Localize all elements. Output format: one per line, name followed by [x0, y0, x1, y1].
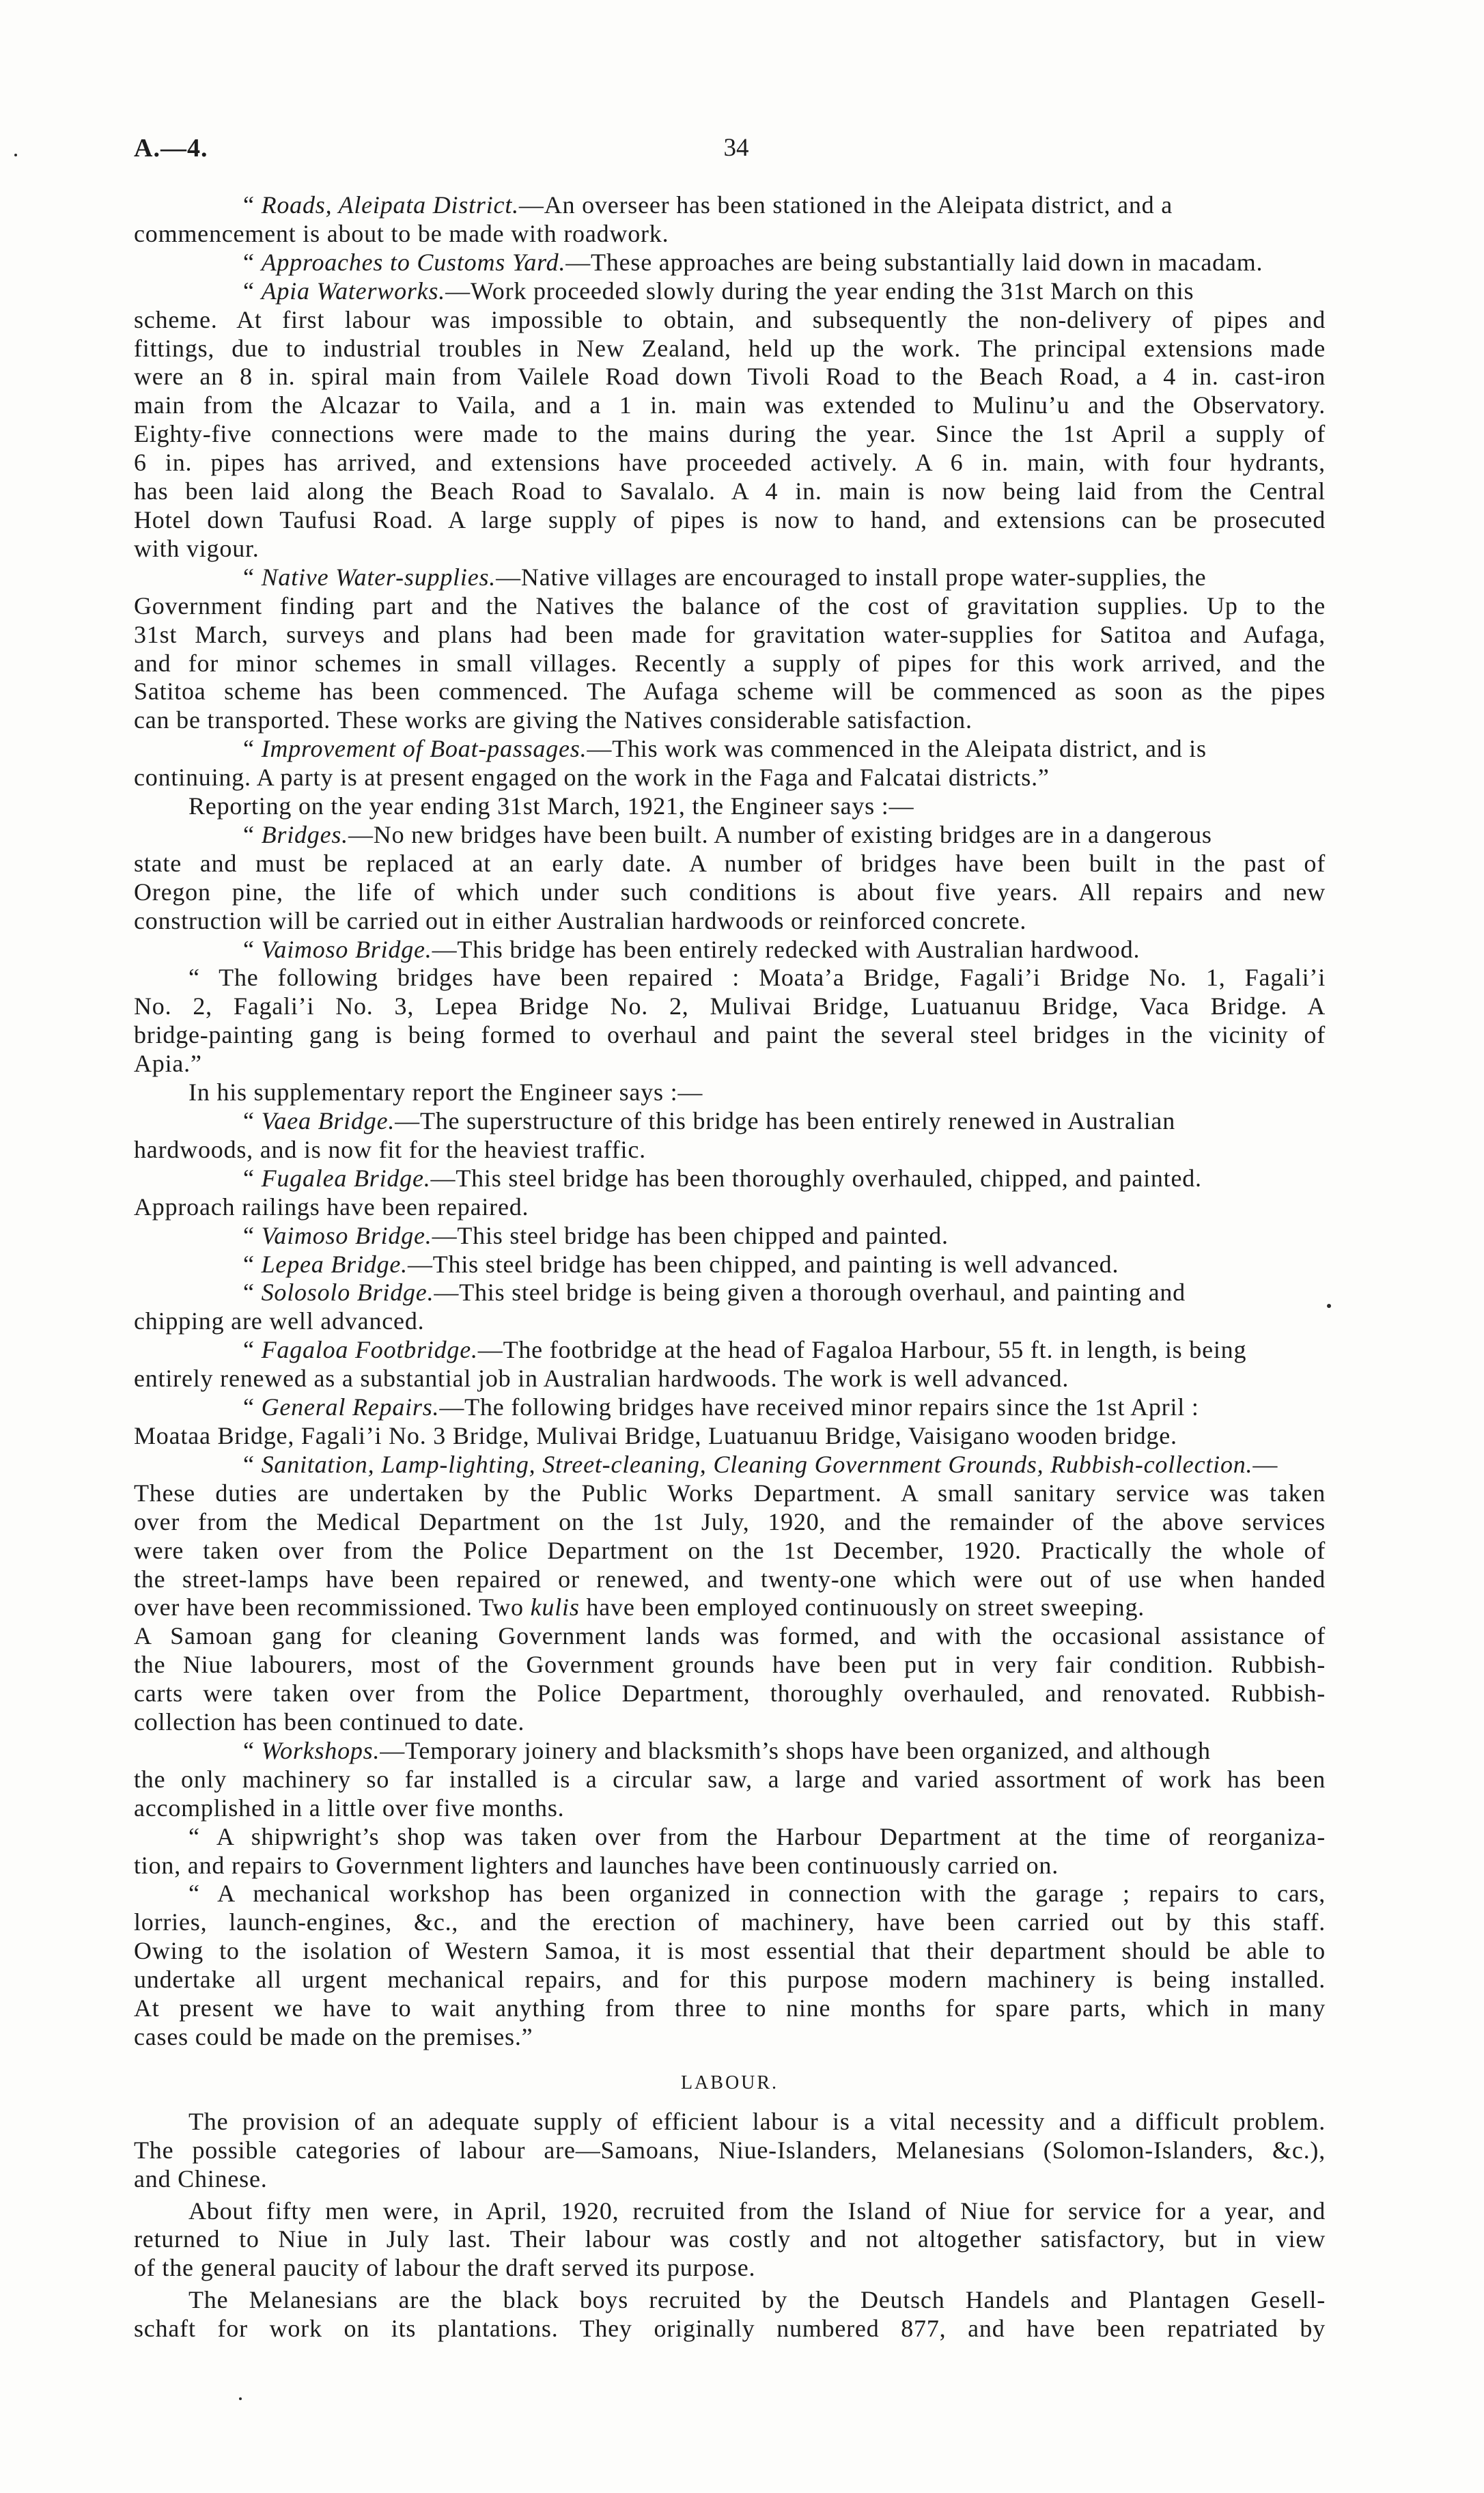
- line-content: [134, 592, 1326, 619]
- text-line: [134, 249, 1326, 277]
- text-line: [134, 306, 1326, 335]
- line-content: [188, 1107, 1175, 1136]
- text-run: 31st March, surveys and plans had been made for gravitation water-supplies for Satitoa and Aufaga,: [134, 620, 1326, 648]
- text-line: [134, 1307, 1326, 1336]
- text-run: A Samoan gang for cleaning Government lands was formed, and with the occasional assistance of: [134, 1622, 1326, 1650]
- text-run: of the general paucity of labour the draft served its purpose.: [134, 2254, 756, 2282]
- text-run: construction will be carried out in either Australian hardwoods or reinforced concrete.: [134, 906, 1027, 934]
- line-content: [188, 1165, 1202, 1193]
- text-line: [134, 821, 1326, 850]
- text-run: Hotel down Taufusi Road. A large supply of pipes is now to hand, and extensions can be prosecuted: [134, 505, 1326, 533]
- text-run: “ A shipwright’s shop was taken over from the Harbour Department at the time of reorganiza-: [188, 1822, 1326, 1850]
- text-line: [134, 1021, 1326, 1050]
- text-run: “: [243, 1164, 262, 1192]
- line-content: [188, 1737, 1211, 1766]
- line-content: [134, 506, 1326, 533]
- line-content: [134, 621, 1326, 648]
- text-run: fittings, due to industrial troubles in New Zealand, held up the work. The principal extensions made: [134, 334, 1326, 362]
- line-content: [134, 306, 1326, 333]
- paragraph: [134, 1451, 1326, 1737]
- text-run: chipping are well advanced.: [134, 1307, 425, 1335]
- line-content: [134, 1508, 1326, 1535]
- line-content: [134, 1136, 646, 1163]
- paragraph: [134, 2286, 1326, 2343]
- text-line: [134, 2315, 1326, 2343]
- text-line: [134, 764, 1326, 792]
- text-line: [134, 1622, 1326, 1651]
- text-line: [134, 1766, 1326, 1794]
- document-reference: A.—4.: [134, 134, 208, 163]
- italic-text-run: Approaches to Customs Yard.: [261, 248, 566, 276]
- text-line: [134, 1251, 1326, 1279]
- line-content: [134, 2254, 755, 2281]
- line-content: [134, 764, 1050, 791]
- text-run: —The superstructure of this bridge has been entirely renewed in Australian: [395, 1107, 1176, 1134]
- scan-speck: [239, 2397, 242, 2400]
- text-line: [134, 220, 1326, 249]
- text-run: “: [243, 935, 262, 963]
- text-run: the only machinery so far installed is a circular saw, a large and varied assortment of work has been: [134, 1765, 1326, 1793]
- text-line: [134, 1365, 1326, 1393]
- text-run: —The following bridges have received minor repairs since the 1st April :: [439, 1393, 1199, 1421]
- italic-text-run: Bridges.: [261, 820, 348, 848]
- scan-speck: [14, 154, 17, 156]
- italic-text-run: Improvement of Boat-passages.: [261, 735, 587, 763]
- text-run: schaft for work on its plantations. They originally numbered 877, and have been repatriated by: [134, 2315, 1326, 2343]
- text-line: [134, 1880, 1326, 1908]
- text-run: “: [243, 1393, 262, 1421]
- line-content: [188, 792, 914, 820]
- text-run: “: [243, 248, 262, 276]
- line-content: [188, 2286, 1326, 2313]
- paragraph: [134, 1393, 1326, 1451]
- line-content: [134, 477, 1326, 505]
- text-run: In his supplementary report the Engineer says :—: [188, 1078, 703, 1106]
- line-content: [188, 2197, 1326, 2225]
- line-content: [134, 2225, 1326, 2253]
- text-run: Satitoa scheme has been commenced. The Aufaga scheme will be commenced as soon as the pipes: [134, 678, 1326, 706]
- text-run: “: [243, 1736, 262, 1764]
- text-line: [134, 535, 1326, 563]
- paragraph: [134, 1165, 1326, 1222]
- text-line: [134, 1078, 1326, 1107]
- italic-text-run: Vaea Bridge.: [261, 1107, 395, 1134]
- line-content: [134, 650, 1326, 677]
- line-content: [134, 1794, 564, 1822]
- paragraph: [134, 964, 1326, 1078]
- text-run: The possible categories of labour are—Samoans, Niue-Islanders, Melanesians (Solomon-Islanders, &c.),: [134, 2136, 1326, 2164]
- line-content: [134, 2315, 1326, 2342]
- line-content: [134, 220, 669, 247]
- line-content: [134, 706, 972, 734]
- text-run: —The footbridge at the head of Fagaloa Harbour, 55 ft. in length, is being: [477, 1336, 1247, 1364]
- text-run: —Work proceeded slowly during the year ending the 31st March on this: [445, 277, 1194, 305]
- text-run: “: [243, 735, 262, 763]
- text-line: [134, 792, 1326, 821]
- text-line: [134, 1708, 1326, 1737]
- text-run: “ A mechanical workshop has been organized in connection with the garage ; repairs to cars,: [188, 1880, 1326, 1908]
- line-content: [134, 678, 1326, 705]
- text-line: [134, 1966, 1326, 1994]
- text-run: Moataa Bridge, Fagali’i No. 3 Bridge, Mulivai Bridge, Luatuanuu Bridge, Vaisigano wooden bridge.: [134, 1421, 1177, 1449]
- text-line: [134, 1336, 1326, 1365]
- text-run: “: [243, 1250, 262, 1278]
- line-content: [188, 563, 1206, 592]
- italic-text-run: Solosolo Bridge.: [261, 1279, 434, 1307]
- text-run: The provision of an adequate supply of efficient labour is a vital necessity and a difficult problem.: [188, 2107, 1326, 2135]
- text-run: and for minor schemes in small villages. Recently a supply of pipes for this work arrived, and the: [134, 649, 1326, 677]
- paragraph: [134, 821, 1326, 936]
- text-run: These duties are undertaken by the Public Works Department. A small sanitary service was taken: [134, 1479, 1326, 1507]
- text-run: lorries, launch-engines, &c., and the erection of machinery, have been carried out by this staff.: [134, 1908, 1326, 1936]
- paragraph: [134, 1279, 1326, 1336]
- paragraph: [134, 249, 1326, 277]
- line-content: [134, 2023, 533, 2050]
- italic-text-run: Workshops.: [261, 1736, 380, 1764]
- line-content: [188, 1823, 1326, 1850]
- line-content: [188, 821, 1212, 850]
- line-content: [134, 2165, 268, 2192]
- text-run: No. 2, Fagali’i No. 3, Lepea Bridge No. 2, Mulivai Bridge, Luatuanuu Bridge, Vaca Bridge. A: [134, 992, 1326, 1020]
- line-content: [188, 936, 1140, 964]
- line-content: [134, 1937, 1326, 1964]
- text-line: [134, 735, 1326, 764]
- line-content: [134, 1537, 1326, 1564]
- text-line: [134, 592, 1326, 621]
- paragraph: [134, 735, 1326, 792]
- text-run: —This work was commenced in the Aleipata district, and is: [587, 735, 1207, 763]
- text-line: [134, 621, 1326, 650]
- text-run: undertake all urgent mechanical repairs, and for this purpose modern machinery is being installed.: [134, 1966, 1326, 1994]
- text-run: continuing. A party is at present engaged on the work in the Faga and Falcatai districts.”: [134, 764, 1050, 792]
- text-line: [134, 1508, 1326, 1537]
- text-line: [134, 277, 1326, 306]
- line-content: [188, 1880, 1326, 1907]
- text-run: were an 8 in. spiral main from Vailele Road down Tivoli Road to the Beach Road, a 4 in. cast-iron: [134, 363, 1326, 391]
- line-content: [134, 391, 1326, 419]
- line-content: [188, 191, 1173, 220]
- text-line: [134, 335, 1326, 363]
- text-line: [134, 992, 1326, 1021]
- text-run: accomplished in a little over five months.: [134, 1794, 565, 1822]
- text-line: [134, 1451, 1326, 1479]
- section-heading: LABOUR.: [680, 2072, 779, 2093]
- text-run: —No new bridges have been built. A number of existing bridges are in a dangerous: [348, 820, 1212, 848]
- text-run: the Niue labourers, most of the Government grounds have been put in very fair condition. Rubbish-: [134, 1651, 1326, 1679]
- text-line: [134, 1994, 1326, 2023]
- italic-text-run: Vaimoso Bridge.: [261, 1221, 432, 1249]
- text-line: [134, 706, 1326, 735]
- line-content: [134, 850, 1326, 877]
- text-run: “ The following bridges have been repaired : Moata’a Bridge, Fagali’i Bridge No. 1, Fagali’i: [188, 964, 1326, 992]
- text-run: and Chinese.: [134, 2164, 268, 2192]
- text-line: [134, 420, 1326, 449]
- line-content: [134, 878, 1326, 906]
- text-line: [134, 1852, 1326, 1880]
- paragraph: [134, 191, 1326, 249]
- italic-text-run: Vaimoso Bridge.: [261, 935, 432, 963]
- line-content: [134, 1307, 424, 1335]
- paragraph: [134, 1823, 1326, 1880]
- text-run: hardwoods, and is now fit for the heaviest traffic.: [134, 1135, 646, 1163]
- text-run: Owing to the isolation of Western Samoa, it is most essential that their department should be able to: [134, 1937, 1326, 1965]
- text-run: About fifty men were, in April, 1920, recruited from the Island of Niue for service for a year, and: [188, 2197, 1326, 2225]
- text-line: [134, 678, 1326, 706]
- text-line: [134, 1193, 1326, 1222]
- text-line: [134, 1165, 1326, 1193]
- line-content: [134, 1708, 524, 1736]
- line-content: [134, 1622, 1326, 1649]
- text-run: —Temporary joinery and blacksmith’s shops have been organized, and although: [380, 1736, 1211, 1764]
- text-line: [134, 1565, 1326, 1594]
- line-content: [188, 1393, 1199, 1422]
- text-line: [134, 2108, 1326, 2136]
- text-run: “: [243, 277, 262, 305]
- line-content: [134, 2136, 1326, 2164]
- text-line: [134, 1794, 1326, 1823]
- line-content: [134, 1422, 1177, 1449]
- text-line: [134, 449, 1326, 477]
- text-line: [134, 878, 1326, 907]
- text-line: [134, 2136, 1326, 2165]
- text-run: The Melanesians are the black boys recruited by the Deutsch Handels and Plantagen Gesell-: [188, 2286, 1326, 2314]
- text-run: —This steel bridge has been chipped, and painting is well advanced.: [407, 1250, 1119, 1278]
- paragraph: [134, 2108, 1326, 2194]
- text-run: —This steel bridge has been thoroughly overhauled, chipped, and painted.: [430, 1164, 1202, 1192]
- line-content: [134, 1908, 1326, 1936]
- italic-text-run: General Repairs.: [261, 1393, 440, 1421]
- line-content: [134, 1021, 1326, 1048]
- italic-text-run: Roads, Aleipata District.: [261, 191, 519, 219]
- italic-text-run: Sanitation, Lamp-lighting, Street-cleaning, Cleaning Government Grounds, Rubbish-collection.: [261, 1450, 1253, 1478]
- line-content: [188, 277, 1194, 306]
- line-content: [134, 1680, 1326, 1707]
- text-line: [134, 2023, 1326, 2052]
- text-line: [134, 2197, 1326, 2226]
- paragraph: [134, 563, 1326, 735]
- text-run: state and must be replaced at an early date. A number of bridges have been built in the past of: [134, 849, 1326, 877]
- text-run: over have been recommissioned. Two: [134, 1593, 531, 1621]
- italic-text-run: Fugalea Bridge.: [261, 1164, 431, 1192]
- text-run: cases could be made on the premises.”: [134, 2023, 533, 2050]
- line-content: [188, 1078, 703, 1106]
- line-content: [134, 1651, 1326, 1678]
- text-run: Oregon pine, the life of which under such conditions is about five years. All repairs and new: [134, 878, 1326, 906]
- text-run: “: [243, 1107, 262, 1134]
- text-run: Eighty-five connections were made to the mains during the year. Since the 1st April a supply of: [134, 420, 1326, 448]
- text-line: [134, 964, 1326, 992]
- page-number: 34: [723, 134, 749, 162]
- text-run: bridge-painting gang is being formed to overhaul and paint the several steel bridges in the vicinity of: [134, 1021, 1326, 1049]
- text-run: Reporting on the year ending 31st March, 1921, the Engineer says :—: [188, 792, 914, 820]
- text-run: returned to Niue in July last. Their labour was costly and not altogether satisfactory, but in view: [134, 2225, 1326, 2253]
- paragraph: [134, 936, 1326, 964]
- line-content: [188, 1336, 1246, 1365]
- text-run: Approach railings have been repaired.: [134, 1193, 529, 1221]
- line-content: [134, 535, 260, 562]
- paragraph: [134, 1336, 1326, 1393]
- line-content: [134, 1050, 202, 1077]
- text-run: “: [243, 1279, 262, 1307]
- italic-text-run: Lepea Bridge.: [261, 1250, 408, 1278]
- paragraph: [134, 1737, 1326, 1823]
- text-run: entirely renewed as a substantial job in Australian hardwoods. The work is well advanced.: [134, 1365, 1069, 1393]
- text-run: “: [243, 563, 262, 591]
- text-run: commencement is about to be made with roadwork.: [134, 219, 669, 247]
- text-line: [134, 191, 1326, 220]
- line-content: [134, 1593, 1145, 1622]
- text-line: [134, 1593, 1326, 1622]
- italic-text-run: Native Water-supplies.: [261, 563, 496, 591]
- text-run: has been laid along the Beach Road to Savalalo. A 4 in. main is now being laid from the Central: [134, 477, 1326, 505]
- text-line: [134, 936, 1326, 964]
- text-line: [134, 506, 1326, 535]
- text-line: [134, 477, 1326, 506]
- text-run: —Native villages are encouraged to install prope water-supplies, the: [496, 563, 1207, 591]
- text-line: [134, 1050, 1326, 1078]
- line-content: [134, 1479, 1326, 1507]
- text-line: [134, 1393, 1326, 1422]
- paragraph: [134, 1880, 1326, 2051]
- line-content: [188, 964, 1326, 991]
- text-line: [134, 1136, 1326, 1165]
- line-content: [134, 363, 1326, 390]
- line-content: [134, 1365, 1069, 1392]
- text-run: —This steel bridge has been chipped and painted.: [432, 1221, 949, 1249]
- paragraph: [134, 1078, 1326, 1107]
- text-line: [134, 1737, 1326, 1766]
- text-run: —This bridge has been entirely redecked with Australian hardwood.: [432, 935, 1140, 963]
- text-run: over from the Medical Department on the 1st July, 1920, and the remainder of the above services: [134, 1507, 1326, 1535]
- paragraph: [134, 277, 1326, 563]
- text-line: [134, 907, 1326, 936]
- scan-speck: [1327, 1304, 1331, 1308]
- text-line: [134, 1651, 1326, 1680]
- paragraph: [134, 792, 1326, 821]
- text-run: “: [243, 1450, 262, 1478]
- text-run: 6 in. pipes has arrived, and extensions have proceeded actively. A 6 in. main, with four hydrants,: [134, 449, 1326, 477]
- text-run: can be transported. These works are giving the Natives considerable satisfaction.: [134, 706, 972, 734]
- text-line: [134, 563, 1326, 592]
- text-line: [134, 2225, 1326, 2254]
- text-run: “: [243, 820, 262, 848]
- text-run: scheme. At first labour was impossible to obtain, and subsequently the non-delivery of pipes and: [134, 305, 1326, 333]
- line-content: [188, 2108, 1326, 2135]
- text-line: [134, 1422, 1326, 1451]
- text-line: [134, 1823, 1326, 1852]
- paragraph: [134, 1107, 1326, 1165]
- italic-text-run: kulis: [530, 1593, 580, 1621]
- line-content: [134, 449, 1326, 476]
- text-line: [134, 391, 1326, 420]
- text-run: “: [243, 191, 262, 219]
- text-run: main from the Alcazar to Vaila, and a 1 in. main was extended to Mulinu’u and the Observatory.: [134, 391, 1326, 419]
- text-run: collection has been continued to date.: [134, 1708, 525, 1736]
- text-line: [134, 2254, 1326, 2283]
- text-run: tion, and repairs to Government lighters and launches have been continuously carried on.: [134, 1851, 1059, 1879]
- text-line: [134, 1908, 1326, 1937]
- text-run: —These approaches are being substantially laid down in macadam.: [565, 248, 1263, 276]
- text-line: [134, 1222, 1326, 1251]
- text-run: —: [1252, 1450, 1278, 1478]
- line-content: [188, 1222, 949, 1251]
- text-run: have been employed continuously on street sweeping.: [579, 1593, 1145, 1621]
- text-run: Apia.”: [134, 1050, 202, 1078]
- text-line: [134, 1680, 1326, 1708]
- text-line: [134, 1537, 1326, 1565]
- text-run: “: [243, 1221, 262, 1249]
- text-line: [134, 363, 1326, 391]
- paragraph: [134, 1251, 1326, 1279]
- text-run: carts were taken over from the Police Department, thoroughly overhauled, and renovated. Rubbish-: [134, 1680, 1326, 1708]
- text-run: Government finding part and the Natives the balance of the cost of gravitation supplies. Up to the: [134, 591, 1326, 619]
- line-content: [134, 1852, 1059, 1879]
- text-run: —An overseer has been stationed in the Aleipata district, and a: [518, 191, 1173, 219]
- line-content: [134, 992, 1326, 1020]
- line-content: [188, 1451, 1278, 1479]
- line-content: [188, 1279, 1186, 1307]
- paragraph: [134, 2197, 1326, 2283]
- text-line: [134, 1107, 1326, 1136]
- text-line: [134, 1279, 1326, 1307]
- line-content: [134, 1766, 1326, 1793]
- document-body: [134, 191, 1326, 2343]
- text-run: At present we have to wait anything from three to nine months for spare parts, which in many: [134, 1994, 1326, 2022]
- text-run: were taken over from the Police Department on the 1st December, 1920. Practically the whole of: [134, 1536, 1326, 1564]
- text-run: with vigour.: [134, 534, 260, 562]
- text-line: [134, 1937, 1326, 1966]
- text-line: [134, 1479, 1326, 1508]
- italic-text-run: Apia Waterworks.: [261, 277, 446, 305]
- paragraph: [134, 1222, 1326, 1251]
- text-line: [134, 2286, 1326, 2315]
- line-content: [188, 249, 1263, 277]
- text-run: “: [243, 1336, 262, 1364]
- line-content: [188, 1251, 1119, 1279]
- text-line: [134, 650, 1326, 678]
- line-content: [134, 1193, 529, 1221]
- line-content: [134, 907, 1026, 934]
- text-run: —This steel bridge is being given a thorough overhaul, and painting and: [434, 1279, 1186, 1307]
- text-run: the street-lamps have been repaired or renewed, and twenty-one which were out of use when handed: [134, 1565, 1326, 1593]
- line-content: [134, 1565, 1326, 1593]
- text-line: [134, 2165, 1326, 2194]
- line-content: [134, 1994, 1326, 2022]
- line-content: [134, 335, 1326, 362]
- text-line: [134, 850, 1326, 878]
- italic-text-run: Fagaloa Footbridge.: [261, 1336, 478, 1364]
- line-content: [188, 735, 1207, 764]
- line-content: [134, 420, 1326, 447]
- line-content: [134, 1966, 1326, 1993]
